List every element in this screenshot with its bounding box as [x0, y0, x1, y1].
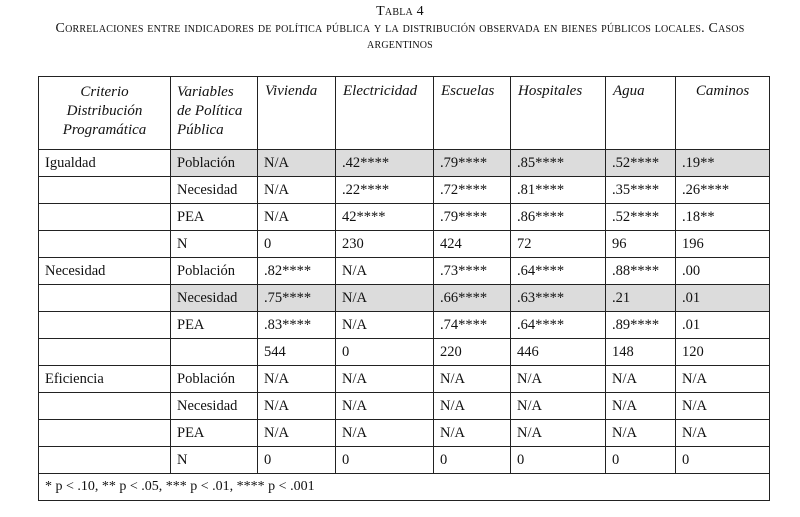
cell-value: .52****: [606, 150, 676, 177]
cell-value: 0: [258, 231, 336, 258]
table-row: [39, 231, 770, 258]
cell-value: N/A: [676, 393, 770, 420]
header-criterio: Criterio Distribución Programática: [39, 77, 171, 150]
row-criterio: [39, 447, 171, 474]
cell-value: .01: [676, 285, 770, 312]
row-criterio: [39, 420, 171, 447]
row-variable: Necesidad: [171, 177, 258, 204]
table-caption: [0, 4, 800, 53]
row-criterio: [39, 312, 171, 339]
table-row: [39, 447, 770, 474]
header-variables: Variables de Política Pública: [171, 77, 258, 150]
cell-value: .89****: [606, 312, 676, 339]
table-title: Correlaciones entre indicadores de política pública y la distribución observada en bienes públicos locales. Casos argentinos: [55, 21, 745, 52]
cell-value: N/A: [336, 393, 434, 420]
cell-value: .86****: [511, 204, 606, 231]
table-row: [39, 150, 770, 177]
cell-value: N/A: [434, 420, 511, 447]
table-body: [39, 150, 770, 474]
table-row: [39, 204, 770, 231]
footnote: * p < .10, ** p < .05, *** p < .01, **** p < .001: [39, 474, 770, 501]
cell-value: 0: [606, 447, 676, 474]
cell-value: .88****: [606, 258, 676, 285]
table-row: [39, 258, 770, 285]
cell-value: N/A: [258, 177, 336, 204]
row-variable: PEA: [171, 420, 258, 447]
cell-value: N/A: [511, 366, 606, 393]
cell-value: 196: [676, 231, 770, 258]
cell-value: .79****: [434, 150, 511, 177]
header-vivienda: Vivienda: [258, 77, 336, 150]
cell-value: .75****: [258, 285, 336, 312]
header-agua: Agua: [606, 77, 676, 150]
cell-value: N/A: [606, 366, 676, 393]
cell-value: 42****: [336, 204, 434, 231]
cell-value: .66****: [434, 285, 511, 312]
cell-value: N/A: [336, 312, 434, 339]
cell-value: N/A: [676, 366, 770, 393]
cell-value: N/A: [258, 420, 336, 447]
cell-value: N/A: [511, 420, 606, 447]
row-criterio: [39, 393, 171, 420]
cell-value: N/A: [511, 393, 606, 420]
cell-value: 0: [336, 339, 434, 366]
cell-value: 72: [511, 231, 606, 258]
cell-value: N/A: [258, 204, 336, 231]
cell-value: 230: [336, 231, 434, 258]
cell-value: N/A: [258, 366, 336, 393]
cell-value: N/A: [336, 366, 434, 393]
cell-value: 148: [606, 339, 676, 366]
row-variable: PEA: [171, 204, 258, 231]
cell-value: .21: [606, 285, 676, 312]
row-variable: [171, 339, 258, 366]
row-criterio: Igualdad: [39, 150, 171, 177]
cell-value: 446: [511, 339, 606, 366]
cell-value: 424: [434, 231, 511, 258]
cell-value: N/A: [258, 150, 336, 177]
row-criterio: [39, 285, 171, 312]
table-row: [39, 366, 770, 393]
row-variable: PEA: [171, 312, 258, 339]
cell-value: 120: [676, 339, 770, 366]
row-criterio: [39, 339, 171, 366]
header-row: [39, 77, 770, 150]
cell-value: N/A: [336, 258, 434, 285]
cell-value: N/A: [336, 285, 434, 312]
cell-value: .81****: [511, 177, 606, 204]
row-variable: Necesidad: [171, 285, 258, 312]
table-label: Tabla 4: [376, 4, 424, 19]
cell-value: .01: [676, 312, 770, 339]
cell-value: 96: [606, 231, 676, 258]
cell-value: .73****: [434, 258, 511, 285]
cell-value: .00: [676, 258, 770, 285]
correlation-table: [38, 76, 770, 501]
row-criterio: Necesidad: [39, 258, 171, 285]
cell-value: .18**: [676, 204, 770, 231]
table-row: [39, 312, 770, 339]
cell-value: 0: [511, 447, 606, 474]
cell-value: N/A: [676, 420, 770, 447]
cell-value: .83****: [258, 312, 336, 339]
cell-value: .42****: [336, 150, 434, 177]
cell-value: N/A: [336, 420, 434, 447]
cell-value: N/A: [258, 393, 336, 420]
cell-value: N/A: [434, 366, 511, 393]
row-variable: Población: [171, 150, 258, 177]
cell-value: .85****: [511, 150, 606, 177]
cell-value: .35****: [606, 177, 676, 204]
footnote-row: [39, 474, 770, 501]
cell-value: 0: [434, 447, 511, 474]
cell-value: 544: [258, 339, 336, 366]
header-caminos: Caminos: [676, 77, 770, 150]
header-electricidad: Electricidad: [336, 77, 434, 150]
cell-value: .19**: [676, 150, 770, 177]
cell-value: .63****: [511, 285, 606, 312]
row-criterio: [39, 231, 171, 258]
row-criterio: [39, 177, 171, 204]
cell-value: .64****: [511, 258, 606, 285]
table-row: [39, 339, 770, 366]
header-hospitales: Hospitales: [511, 77, 606, 150]
header-escuelas: Escuelas: [434, 77, 511, 150]
cell-value: 0: [336, 447, 434, 474]
row-variable: N: [171, 231, 258, 258]
cell-value: .26****: [676, 177, 770, 204]
cell-value: .72****: [434, 177, 511, 204]
cell-value: .74****: [434, 312, 511, 339]
cell-value: N/A: [606, 393, 676, 420]
cell-value: .64****: [511, 312, 606, 339]
row-variable: Población: [171, 258, 258, 285]
cell-value: N/A: [606, 420, 676, 447]
row-criterio: Eficiencia: [39, 366, 171, 393]
cell-value: 0: [258, 447, 336, 474]
table-row: [39, 420, 770, 447]
cell-value: .22****: [336, 177, 434, 204]
cell-value: .52****: [606, 204, 676, 231]
table-row: [39, 177, 770, 204]
cell-value: N/A: [434, 393, 511, 420]
cell-value: .82****: [258, 258, 336, 285]
table-row: [39, 393, 770, 420]
cell-value: .79****: [434, 204, 511, 231]
row-variable: Población: [171, 366, 258, 393]
row-criterio: [39, 204, 171, 231]
cell-value: 220: [434, 339, 511, 366]
row-variable: N: [171, 447, 258, 474]
cell-value: 0: [676, 447, 770, 474]
table-row: [39, 285, 770, 312]
row-variable: Necesidad: [171, 393, 258, 420]
